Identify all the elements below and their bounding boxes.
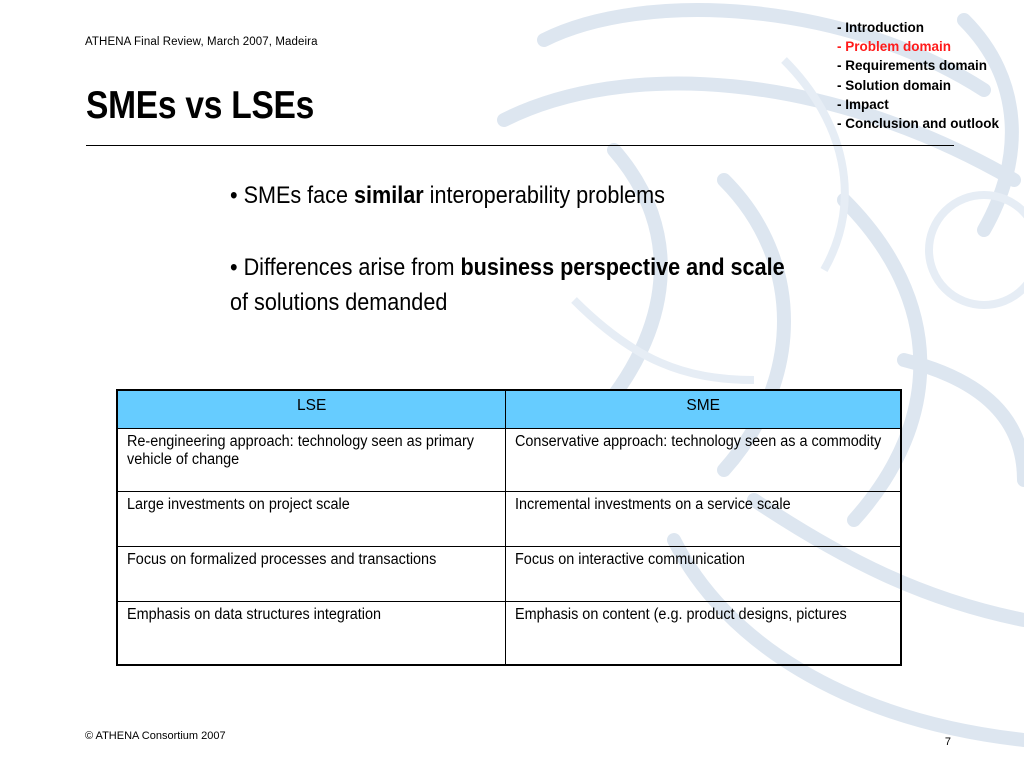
bullet-suffix: interoperability problems — [423, 182, 665, 209]
table-cell — [506, 428, 901, 491]
comparison-table — [116, 389, 902, 666]
table-row — [117, 601, 901, 665]
column-header-sme: SME — [506, 390, 901, 428]
page-number: 7 — [944, 736, 951, 748]
cell-text: Emphasis on data structures integration — [127, 605, 382, 623]
table-row — [117, 428, 901, 491]
cell-text: Incremental investments on a service scale — [515, 495, 791, 513]
nav-item-conclusion-and-outlook[interactable]: - Conclusion and outlook — [837, 116, 999, 132]
table-cell — [117, 601, 506, 665]
bullet-continuation: of solutions demanded — [230, 289, 448, 316]
bullet-item — [230, 178, 785, 213]
table-cell — [506, 601, 901, 665]
event-header: ATHENA Final Review, March 2007, Madeira — [85, 36, 318, 48]
cell-text: Large investments on project scale — [127, 495, 350, 513]
cell-text: Re-engineering approach: technology seen as primary vehicle of change — [127, 432, 474, 468]
cell-text: Focus on interactive communication — [515, 550, 746, 568]
nav-item-solution-domain[interactable]: - Solution domain — [837, 77, 951, 93]
bullet-item — [230, 250, 785, 320]
section-navigation — [837, 18, 999, 133]
table-row — [117, 546, 901, 601]
column-header-lse: LSE — [117, 390, 506, 428]
copyright-footer: © ATHENA Consortium 2007 — [85, 730, 226, 742]
table-header-row — [117, 390, 901, 428]
nav-item-introduction[interactable]: - Introduction — [837, 20, 924, 35]
table-cell — [506, 491, 901, 546]
title-divider — [86, 145, 954, 146]
bullet-prefix: • Differences arise from — [230, 254, 461, 281]
table-cell — [117, 428, 506, 491]
cell-text: Focus on formalized processes and transactions — [127, 550, 437, 568]
bullet-prefix: • SMEs face — [230, 182, 355, 209]
nav-item-requirements-domain[interactable]: - Requirements domain — [837, 58, 988, 74]
bullet-emphasis: similar — [354, 182, 424, 209]
table-cell — [117, 546, 506, 601]
cell-text: Emphasis on content (e.g. product designs, pictures — [515, 605, 848, 623]
table-row — [117, 491, 901, 546]
nav-item-impact[interactable]: - Impact — [837, 96, 889, 112]
bullet-emphasis: business perspective and scale — [460, 254, 785, 281]
slide-title: SMEs vs LSEs — [86, 84, 315, 127]
table-cell — [506, 546, 901, 601]
cell-text: Conservative approach: technology seen as a commodity — [515, 432, 882, 450]
nav-item-problem-domain[interactable]: - Problem domain — [837, 39, 952, 55]
bullet-list — [230, 178, 846, 320]
table-cell — [117, 491, 506, 546]
